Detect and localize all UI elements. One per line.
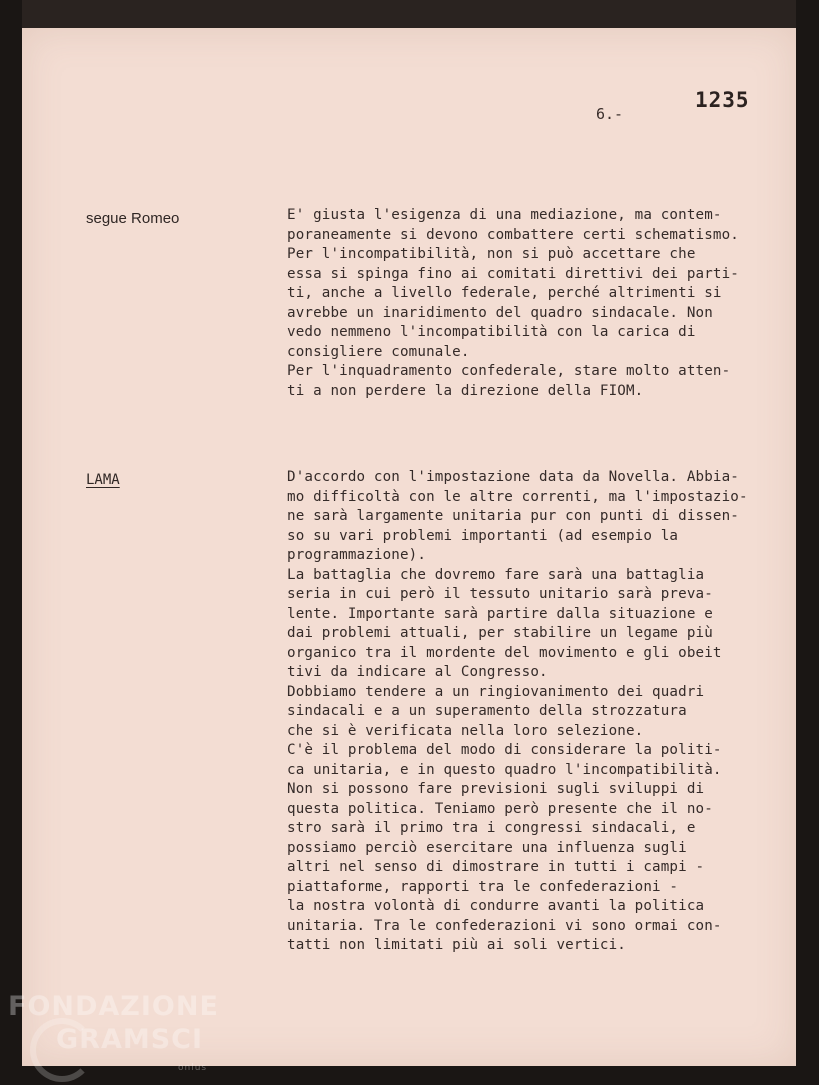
sheet-number: 6.- (596, 105, 624, 123)
text-line: essa si spinga fino ai comitati direttivi dei parti- (287, 265, 739, 282)
text-line: Per l'incompatibilità, non si può accettare che (287, 246, 696, 262)
watermark-line-2: GRAMSCI (56, 1024, 204, 1055)
text-line: ne sarà largamente unitaria pur con punti di dissen- (287, 508, 739, 524)
text-line: so su vari problemi importanti (ad esempio la (287, 527, 679, 544)
text-line: Per l'inquadramento confederale, stare molto atten- (287, 363, 731, 379)
archive-page-number: 1235 (695, 88, 750, 112)
text-line: dai problemi attuali, per stabilire un legame più (287, 625, 713, 641)
text-line: avrebbe un inaridimento del quadro sindacale. Non (287, 304, 713, 321)
text-line: C'è il problema del modo di considerare la politi- (287, 742, 722, 758)
text-line: poraneamente si devono combattere certi schematismo. (287, 226, 739, 243)
text-line: che si è verificata nella loro selezione. (287, 722, 644, 739)
text-line: unitaria. Tra le confederazioni vi sono ormai con- (287, 917, 722, 934)
text-line: Dobbiamo tendere a un ringiovanimento dei quadri (287, 683, 705, 700)
text-line: consigliere comunale. (287, 343, 470, 360)
text-line: stro sarà il primo tra i congressi sindacali, e (287, 820, 696, 836)
scanner-background (22, 0, 796, 30)
text-line: seria in cui però il tessuto unitario sarà preva- (287, 586, 713, 602)
text-line: piattaforme, rapporti tra le confederazioni - (287, 878, 679, 895)
text-line: tivi da indicare al Congresso. (287, 664, 548, 680)
text-line: ca unitaria, e in questo quadro l'incompatibilità. (287, 761, 722, 778)
text-line: possiamo perciò esercitare una influenza sugli (287, 839, 687, 856)
lama-statement (287, 468, 802, 956)
text-line: organico tra il mordente del movimento e gli obeit (287, 644, 722, 661)
text-line: E' giusta l'esigenza di una mediazione, ma contem- (287, 207, 722, 223)
watermark (8, 990, 219, 1073)
watermark-line-3: onlus (178, 1063, 208, 1073)
text-line: questa politica. Teniamo però presente che il no- (287, 800, 713, 817)
text-line: ti, anche a livello federale, perché altrimenti si (287, 285, 722, 301)
speaker-label-lama: LAMA (86, 472, 120, 488)
text-line: D'accordo con l'impostazione data da Novella. Abbia- (287, 469, 739, 485)
text-line: La battaglia che dovremo fare sarà una battaglia (287, 566, 705, 583)
text-line: tatti non limitati più ai soli vertici. (287, 937, 626, 953)
watermark-line-1: FONDAZIONE (8, 991, 219, 1022)
romeo-statement (287, 206, 802, 401)
text-line: vedo nemmeno l'incompatibilità con la carica di (287, 324, 696, 340)
text-line: ti a non perdere la direzione della FIOM. (287, 382, 644, 399)
text-line: lente. Importante sarà partire dalla situazione e (287, 605, 713, 622)
text-line: Non si possono fare previsioni sugli sviluppi di (287, 781, 705, 797)
text-line: la nostra volontà di condurre avanti la politica (287, 898, 705, 914)
text-line: programmazione). (287, 547, 427, 563)
text-line: sindacali e a un superamento della strozzatura (287, 703, 687, 719)
text-line: altri nel senso di dimostrare in tutti i campi - (287, 859, 705, 875)
speaker-label-romeo: segue Romeo (86, 210, 180, 227)
text-line: mo difficoltà con le altre correnti, ma l'impostazio- (287, 488, 748, 505)
